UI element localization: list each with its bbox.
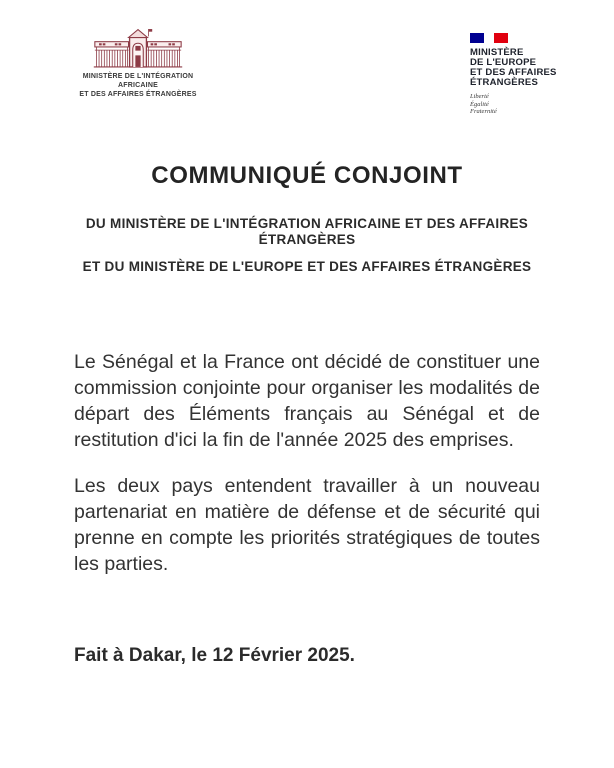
french-ministry-name-line3: ET DES AFFAIRES [470, 67, 557, 78]
flag-red-band [494, 33, 508, 43]
french-flag-icon [470, 33, 580, 43]
french-ministry-name-line2: DE L'EUROPE [470, 57, 537, 68]
senegal-ministry-logo [68, 28, 208, 99]
senegal-ministry-caption-line1: MINISTÈRE DE L'INTÉGRATION AFRICAINE [82, 73, 194, 89]
document-header [0, 0, 614, 130]
subtitle-senegal-ministry: DU MINISTÈRE DE L'INTÉGRATION AFRICAINE ET DES AFFAIRES ÉTRANGÈRES [85, 216, 529, 247]
communique-body [74, 349, 540, 577]
french-ministry-logo [470, 33, 580, 116]
french-ministry-name-line4: ÉTRANGÈRES [470, 77, 538, 88]
french-ministry-name-line1: MINISTÈRE [470, 47, 524, 58]
date-place-line: Fait à Dakar, le 12 Février 2025. [74, 645, 355, 666]
ministry-building-icon [90, 28, 186, 68]
subtitle-french-ministry: ET DU MINISTÈRE DE L'EUROPE ET DES AFFAIRES ÉTRANGÈRES [82, 259, 532, 274]
paragraph-partenariat: Les deux pays entendent travailler à un nouveau partenariat en matière de défense et de sécurité qui prenne en compte les priorités stratégiques de toutes les parties. [74, 475, 540, 575]
flag-blue-band [470, 33, 484, 43]
senegal-ministry-caption [68, 72, 208, 99]
page-title: COMMUNIQUÉ CONJOINT [151, 162, 463, 189]
paragraph-commission: Le Sénégal et la France ont décidé de constituer une commission conjointe pour organiser les modalités de départ des Éléments français au Sénégal et de restitution d'ici la fin de l'année 2025 des emprises. [74, 351, 540, 451]
senegal-ministry-caption-line2: ET DES AFFAIRES ÉTRANGÈRES [79, 91, 197, 98]
french-ministry-name [470, 48, 580, 88]
motto-fraternite: Fraternité [470, 108, 497, 115]
flag-white-band [488, 33, 490, 43]
motto-liberte: Liberté [470, 93, 489, 100]
motto-egalite: Égalité [470, 100, 489, 108]
french-republic-motto [470, 93, 580, 116]
